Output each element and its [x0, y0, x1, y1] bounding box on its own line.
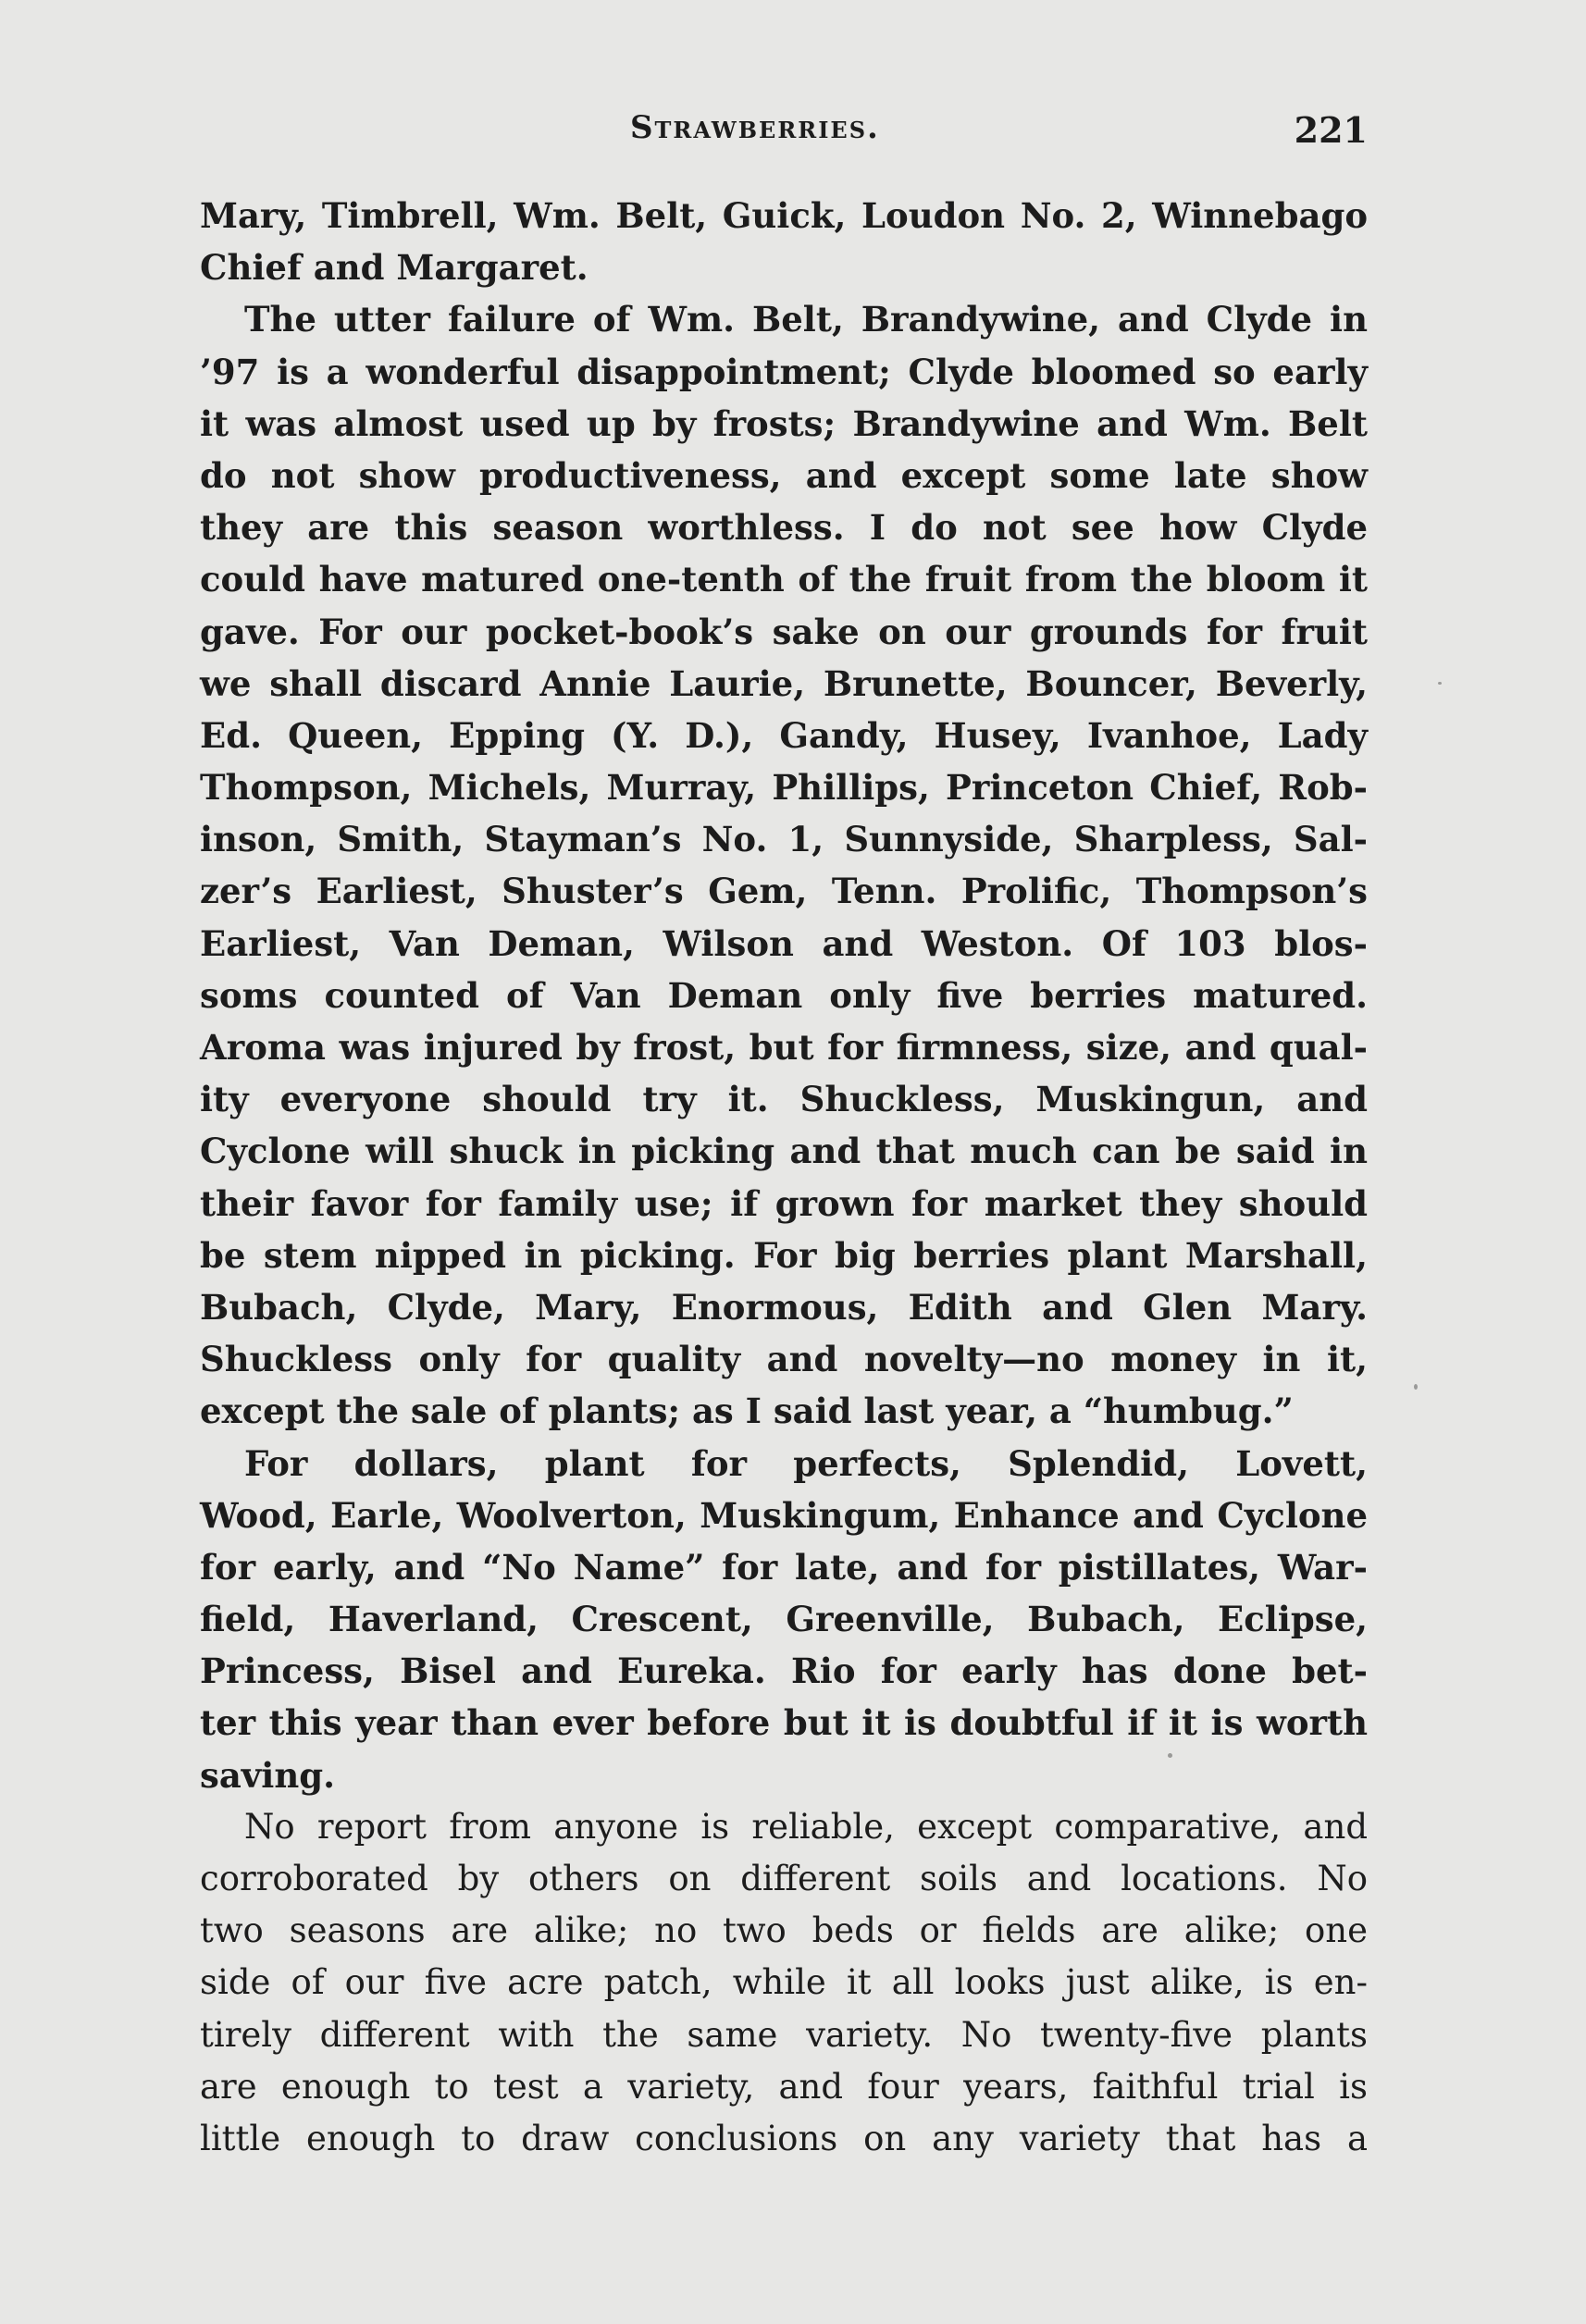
text-line: tirely different with the same variety. No twenty-five plants	[200, 2014, 1368, 2055]
text-line: we shall discard Annie Laurie, Brunette, Bouncer, Beverly,	[200, 662, 1368, 704]
paper-speck	[1438, 682, 1442, 685]
text-line: side of our five acre patch, while it all looks just alike, is en-	[200, 1962, 1368, 2003]
text-line: ter this year than ever before but it is doubtful if it is worth	[200, 1702, 1368, 1744]
text-line: Shuckless only for quality and novelty—no money in it,	[200, 1339, 1368, 1380]
text-line: ity everyone should try it. Shuckless, Muskingun, and	[200, 1079, 1368, 1120]
text-line: zer’s Earliest, Shuster’s Gem, Tenn. Prolific, Thompson’s	[200, 871, 1368, 912]
body-text	[200, 190, 1368, 2165]
text-line: for early, and “No Name” for late, and for pistillates, War-	[200, 1546, 1368, 1588]
text-line: inson, Smith, Stayman’s No. 1, Sunnyside, Sharpless, Sal-	[200, 819, 1368, 860]
paper-speck	[1168, 1753, 1172, 1758]
paper-speck	[1414, 1384, 1418, 1390]
text-line: The utter failure of Wm. Belt, Brandywine, and Clyde in	[244, 299, 1368, 340]
text-line: Ed. Queen, Epping (Y. D.), Gandy, Husey, Ivanhoe, Lady	[200, 714, 1368, 756]
text-line: ’97 is a wonderful disappointment; Clyde bloomed so early	[200, 351, 1368, 392]
text-line: No report from anyone is reliable, except comparative, and	[244, 1806, 1368, 1847]
text-line: do not show productiveness, and except some late show	[200, 454, 1368, 496]
text-line: For dollars, plant for perfects, Splendid, Lovett,	[244, 1442, 1368, 1484]
text-line: Mary, Timbrell, Wm. Belt, Guick, Loudon No. 2, Winnebago	[200, 195, 1368, 236]
text-line: corroborated by others on different soils and locations. No	[200, 1859, 1368, 1898]
text-line: could have matured one-tenth of the fruit from the bloom it	[200, 559, 1368, 600]
running-title: Strawberries.	[630, 109, 880, 146]
text-line: little enough to draw conclusions on any variety that has a	[200, 2118, 1368, 2158]
text-line: Cyclone will shuck in picking and that much can be said in	[200, 1131, 1368, 1172]
text-line: Thompson, Michels, Murray, Phillips, Princeton Chief, Rob-	[200, 767, 1368, 809]
text-line: it was almost used up by frosts; Brandywine and Wm. Belt	[200, 402, 1368, 444]
text-line: they are this season worthless. I do not see how Clyde	[200, 507, 1368, 549]
text-line: two seasons are alike; no two beds or fields are alike; one	[200, 1910, 1368, 1951]
running-head	[200, 109, 1368, 165]
text-line: Princess, Bisel and Eureka. Rio for early has done bet-	[200, 1650, 1368, 1692]
text-line: soms counted of Van Deman only five berries matured.	[200, 974, 1368, 1016]
text-line: except the sale of plants; as I said last year, a “humbug.”	[200, 1391, 1294, 1432]
text-line: saving.	[200, 1754, 336, 1796]
text-line: their favor for family use; if grown for market they should	[200, 1182, 1368, 1224]
text-line: field, Haverland, Crescent, Greenville, Bubach, Eclipse,	[200, 1599, 1368, 1640]
text-line: Earliest, Van Deman, Wilson and Weston. Of 103 blos-	[200, 922, 1368, 964]
text-line: be stem nipped in picking. For big berries plant Marshall,	[200, 1234, 1368, 1276]
page-number: 221	[1294, 109, 1368, 151]
text-line: are enough to test a variety, and four years, faithful trial is	[200, 2066, 1368, 2107]
text-line: Chief and Margaret.	[200, 247, 589, 289]
text-line: Bubach, Clyde, Mary, Enormous, Edith and Glen Mary.	[200, 1286, 1368, 1328]
text-line: gave. For our pocket-book’s sake on our grounds for fruit	[200, 611, 1368, 652]
text-line: Aroma was injured by frost, but for firmness, size, and qual-	[200, 1027, 1368, 1068]
text-line: Wood, Earle, Woolverton, Muskingum, Enhance and Cyclone	[200, 1494, 1368, 1536]
